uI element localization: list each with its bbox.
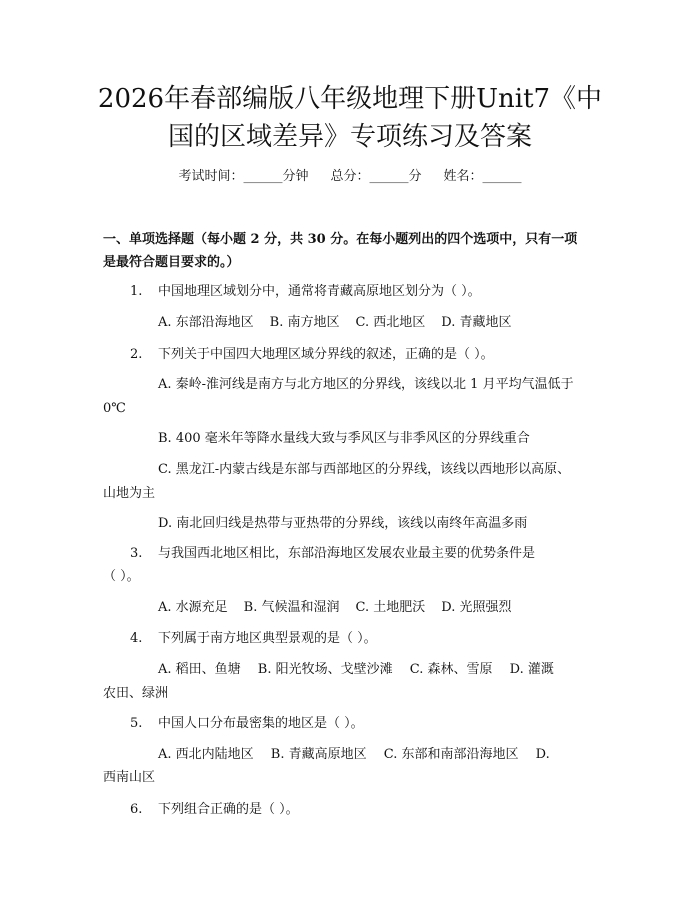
option-a: A. 东部沿海地区 <box>158 315 254 330</box>
question-number: 3. <box>130 546 143 561</box>
section-heading <box>103 228 603 274</box>
option-d: D. 南北回归线是热带与亚热带的分界线，该线以南终年高温多雨 <box>158 516 528 531</box>
question-3 <box>130 543 535 565</box>
question-stem: 下列关于中国四大地理区域分界线的叙述，正确的是（ ）。 <box>158 347 494 362</box>
question-5-options-line-1: A. 西北内陆地区 B. 青藏高原地区 C. 东部和南部沿海地区 D. <box>158 747 550 762</box>
option-b: B. 400 毫米年等降水量线大致与季风区与非季风区的分界线重合 <box>158 431 530 446</box>
question-3-options <box>158 597 527 619</box>
question-stem: 中国地理区域划分中，通常将青藏高原地区划分为（ ）。 <box>158 284 481 299</box>
question-3-stem-line-2: （ ）。 <box>103 569 140 584</box>
exam-meta <box>0 166 700 188</box>
student-name: 姓名：______ <box>443 169 522 184</box>
document-title <box>70 80 630 156</box>
option-a-line-1: A. 秦岭-淮河线是南方与北方地区的分界线，该线以北 1 月平均气温低于 <box>158 377 574 392</box>
question-1-options <box>158 312 527 334</box>
section-heading-line-2: 是最符合题目要求的。） <box>103 255 240 270</box>
question-stem: 下列属于南方地区典型景观的是（ ）。 <box>158 631 377 646</box>
question-stem-line-1: 与我国西北地区相比，东部沿海地区发展农业最主要的优势条件是 <box>158 546 536 561</box>
question-number: 6. <box>130 802 143 817</box>
question-number: 2. <box>130 347 143 362</box>
section-heading-line-1: 一、单项选择题（每小题 2 分，共 30 分。在每小题列出的四个选项中，只有一项 <box>103 232 578 247</box>
option-b: B. 南方地区 <box>269 315 340 330</box>
option-a-line-2: 0℃ <box>103 401 126 416</box>
question-4-options-line-1: A. 稻田、鱼塘 B. 阳光牧场、戈壁沙滩 C. 森林、雪原 D. 灌溉 <box>158 662 554 677</box>
question-stem: 下列组合正确的是（ ）。 <box>158 802 299 817</box>
question-4-options-line-2: 农田、绿洲 <box>103 686 169 701</box>
option-b: B. 气候温和湿润 <box>243 600 340 615</box>
total-score: 总分：______分 <box>330 169 422 184</box>
question-number: 1. <box>130 284 143 299</box>
exam-time: 考试时间：______分钟 <box>178 169 309 184</box>
question-5-options-line-2: 西南山区 <box>103 770 156 785</box>
option-d: D. 光照强烈 <box>441 600 512 615</box>
question-5 <box>130 713 364 735</box>
option-c-line-2: 山地为主 <box>103 486 156 501</box>
question-number: 5. <box>130 716 143 731</box>
title-line-2: 国的区域差异》专项练习及答案 <box>167 122 532 152</box>
question-6 <box>130 799 299 821</box>
option-a: A. 水源充足 <box>158 600 228 615</box>
question-2 <box>130 344 494 366</box>
question-4 <box>130 628 377 650</box>
option-d: D. 青藏地区 <box>441 315 512 330</box>
question-stem: 中国人口分布最密集的地区是（ ）。 <box>158 716 364 731</box>
question-1 <box>130 281 481 303</box>
title-line-1: 2026年春部编版八年级地理下册Unit7《中 <box>97 84 603 114</box>
option-c-line-1: C. 黑龙江-内蒙古线是东部与西部地区的分界线，该线以西地形以高原、 <box>158 462 571 477</box>
option-c: C. 西北地区 <box>355 315 426 330</box>
question-number: 4. <box>130 631 143 646</box>
option-c: C. 土地肥沃 <box>355 600 426 615</box>
